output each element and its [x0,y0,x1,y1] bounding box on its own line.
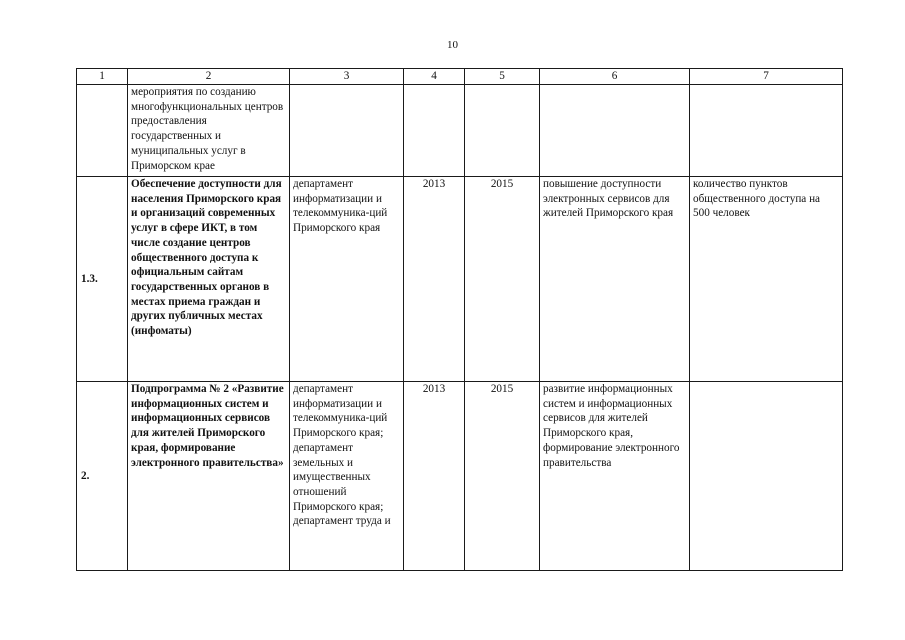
row-start-year [404,85,465,177]
row-executor: департамент информатизации и телекоммуника-ций Приморского края [290,177,404,382]
page-number: 10 [447,39,458,51]
table-row [77,85,843,177]
row-result: развитие информационных систем и информационных сервисов для жителей Приморского края, формирование электронного правительства [540,382,690,571]
row-result [540,85,690,177]
row-indicator [690,85,843,177]
row-executor: департамент информатизации и телекоммуника-ций Приморского края; департамент земельных и имущественных отношений Приморского края; департамент труда и [290,382,404,571]
row-start-year: 2013 [404,177,465,382]
table-header-row [77,69,843,85]
column-header-6: 6 [540,69,690,85]
program-table [76,68,843,571]
row-title: Подпрограмма № 2 «Развитие информационных систем и информационных сервисов для жителей Приморского края, формирование электронного правительства» [128,382,290,571]
row-number [77,85,128,177]
row-indicator: количество пунктов общественного доступа на 500 человек [690,177,843,382]
column-header-1: 1 [77,69,128,85]
row-number: 2. [77,382,128,571]
row-end-year: 2015 [465,177,540,382]
row-end-year [465,85,540,177]
row-start-year: 2013 [404,382,465,571]
row-result: повышение доступности электронных сервисов для жителей Приморского края [540,177,690,382]
column-header-4: 4 [404,69,465,85]
table-row [77,177,843,382]
column-header-5: 5 [465,69,540,85]
column-header-7: 7 [690,69,843,85]
row-executor [290,85,404,177]
column-header-3: 3 [290,69,404,85]
column-header-2: 2 [128,69,290,85]
row-indicator [690,382,843,571]
row-end-year: 2015 [465,382,540,571]
row-title: Обеспечение доступности для населения Приморского края и организаций современных услуг в сфере ИКТ, в том числе создание центров общественного доступа к официальным сайтам государственных органов в местах приема граждан и других публичных местах (инфоматы) [128,177,290,382]
table-row [77,382,843,571]
row-title: мероприятия по созданию многофункциональных центров предоставления государственных и муниципальных услуг в Приморском крае [128,85,290,177]
row-number: 1.3. [77,177,128,382]
